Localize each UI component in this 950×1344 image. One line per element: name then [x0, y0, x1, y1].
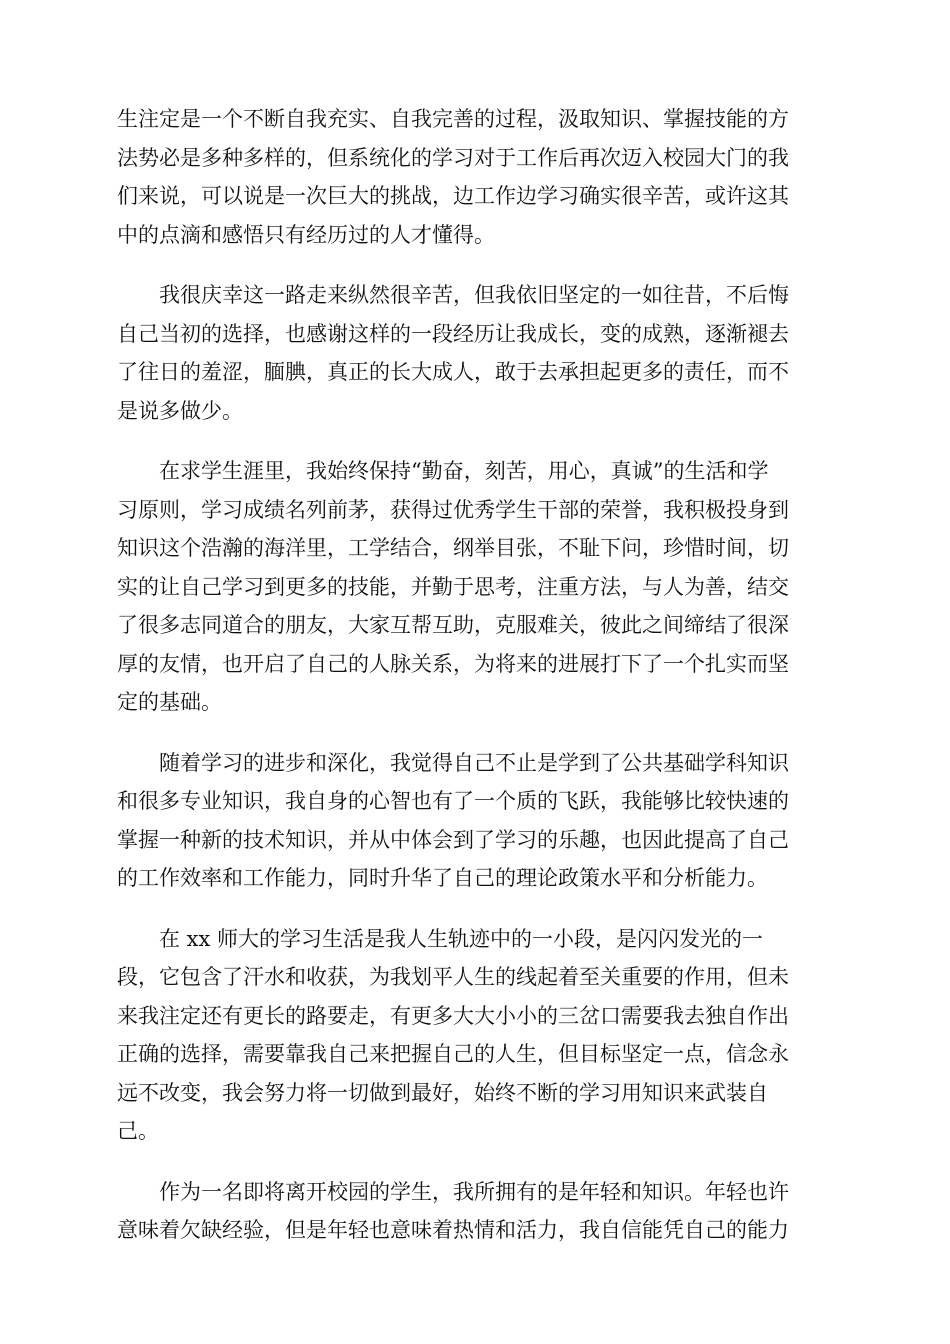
text-line: 厚的友情，也开启了自己的人脉关系，为将来的进展打下了一个扎实而坚 [117, 651, 789, 676]
text-line: 了很多志同道合的朋友，大家互帮互助，克服难关，彼此之间缔结了很深 [117, 613, 789, 637]
text-line: 了往日的羞涩，腼腆，真正的长大成人，敢于去承担起更多的责任，而不 [117, 360, 789, 384]
paragraph-6 [117, 1173, 837, 1250]
text-line: 和很多专业知识，我自身的心智也有了一个质的飞跃，我能够比较快速的 [117, 789, 789, 813]
text-line: 正确的选择，需要靠我自己来把握自己的人生，但目标坚定一点，信念永 [117, 1042, 789, 1066]
text-line: 己。 [117, 1119, 159, 1143]
paragraph-4 [117, 744, 837, 898]
paragraph-2 [117, 276, 837, 430]
text-line: 习原则，学习成绩名列前茅，获得过优秀学生干部的荣誉，我积极投身到 [117, 497, 789, 522]
paragraph-3 [117, 452, 837, 722]
text-line: 实的让自己学习到更多的技能，并勤于思考，注重方法，与人为善，结交 [117, 574, 789, 599]
text-line: 的工作效率和工作能力，同时升华了自己的理论政策水平和分析能力。 [117, 866, 768, 890]
document-body [117, 100, 837, 1272]
text-line: 中的点滴和感悟只有经历过的人才懂得。 [117, 222, 495, 247]
text-line: 定的基础。 [117, 690, 222, 714]
text-line: 们来说，可以说是一次巨大的挑战，边工作边学习确实很辛苦，或许这其 [117, 184, 789, 208]
text-line: 远不改变，我会努力将一切做到最好，始终不断的学习用知识来武装自 [117, 1080, 768, 1105]
text-line: 知识这个浩瀚的海洋里，工学结合，纲举目张，不耻下问，珍惜时间，切 [117, 536, 789, 560]
text-line: 自己当初的选择，也感谢这样的一段经历让我成长，变的成熟，逐渐褪去 [117, 321, 789, 346]
text-line: 在求学生涯里，我始终保持“勤奋，刻苦，用心，真诚”的生活和学 [117, 459, 769, 483]
text-line: 掌握一种新的技术知识，并从中体会到了学习的乐趣，也因此提高了自己 [117, 827, 789, 852]
text-line: 我很庆幸这一路走来纵然很辛苦，但我依旧坚定的一如往昔，不后悔 [117, 283, 789, 307]
paragraph-5 [117, 920, 837, 1151]
paragraph-1 [117, 100, 837, 254]
text-line: 作为一名即将离开校园的学生，我所拥有的是年轻和知识。年轻也许 [117, 1179, 789, 1204]
text-line: 生注定是一个不断自我充实、自我完善的过程，汲取知识、掌握技能的方 [117, 107, 789, 131]
text-line: 随着学习的进步和深化，我觉得自己不止是学到了公共基础学科知识 [117, 750, 789, 775]
text-line: 来我注定还有更长的路要走，有更多大大小小的三岔口需要我去独自作出 [117, 1003, 789, 1028]
text-line: 在 xx 师大的学习生活是我人生轨迹中的一小段，是闪闪发光的一 [117, 926, 764, 951]
text-line: 法势必是多种多样的，但系统化的学习对于工作后再次迈入校园大门的我 [117, 145, 789, 170]
text-line: 意味着欠缺经验，但是年轻也意味着热情和活力，我自信能凭自己的能力 [117, 1218, 789, 1242]
text-line: 段，它包含了汗水和收获，为我划平人生的线起着至关重要的作用，但未 [117, 965, 789, 989]
text-line: 是说多做少。 [117, 398, 243, 423]
